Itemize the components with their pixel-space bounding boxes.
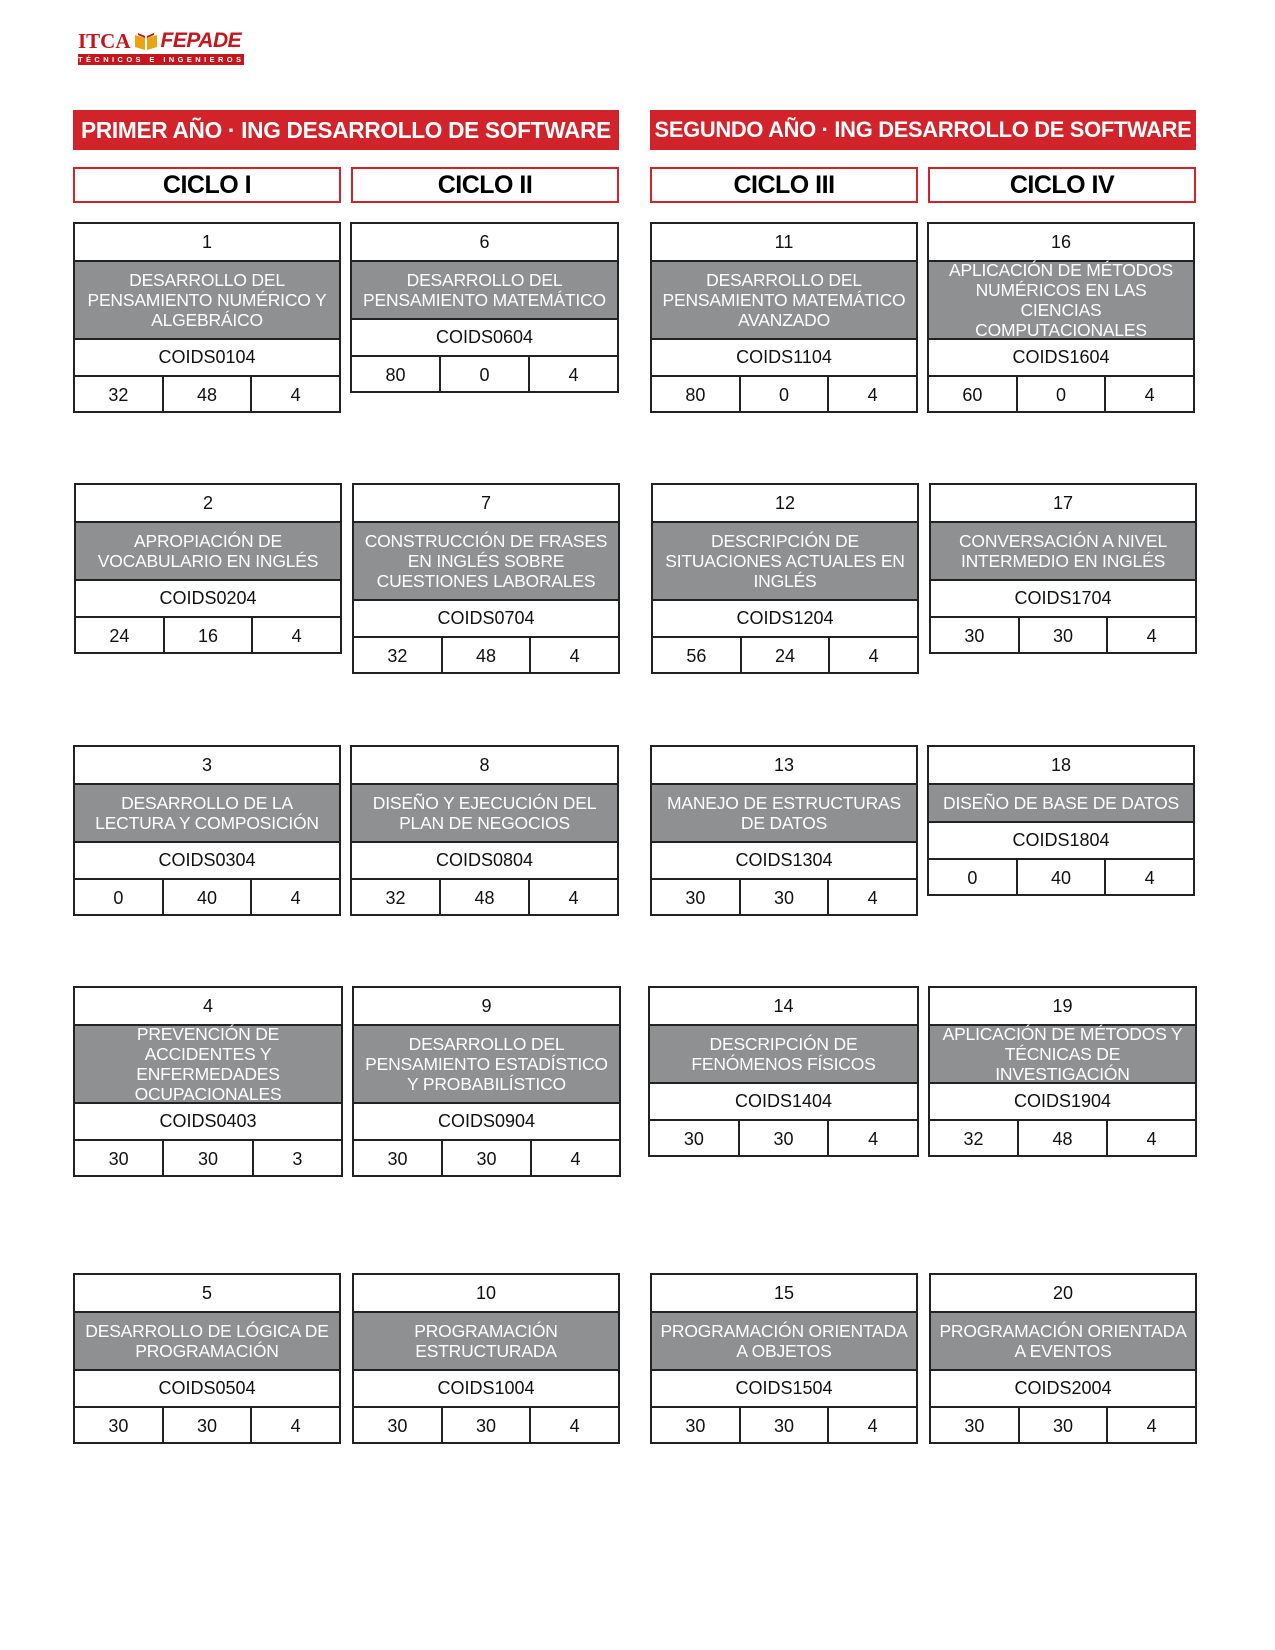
course-hours-value: 30 <box>931 1408 1020 1442</box>
course-hours-row <box>931 1408 1195 1442</box>
course-code: COIDS1604 <box>929 340 1193 377</box>
course-hours-value: 48 <box>164 377 253 411</box>
course-hours-value: 30 <box>1020 1408 1109 1442</box>
course-hours-row <box>76 618 340 652</box>
course-hours-value: 30 <box>443 1141 532 1175</box>
course-card <box>929 1273 1197 1444</box>
course-hours-row <box>929 860 1193 894</box>
course-title: APROPIACIÓN DE VOCABULARIO EN INGLÉS <box>76 523 340 581</box>
course-hours-value: 4 <box>290 888 301 908</box>
course-hours-value: 48 <box>441 880 530 914</box>
course-card <box>651 483 919 674</box>
course-hours-value: 0 <box>929 860 1018 894</box>
course-hours-row <box>75 377 339 411</box>
course-hours-row <box>929 377 1193 411</box>
course-title: DESARROLLO DE LÓGICA DE PROGRAMACIÓN <box>75 1313 339 1371</box>
course-title: DESARROLLO DEL PENSAMIENTO MATEMÁTICO AVANZADO <box>652 262 916 340</box>
course-code: COIDS0304 <box>75 843 339 880</box>
course-code: COIDS1504 <box>652 1371 916 1408</box>
course-hours-value: 0 <box>441 357 530 391</box>
course-hours-value: 4 <box>1146 1129 1157 1149</box>
course-number: 18 <box>929 747 1193 785</box>
course-hours-value: 0 <box>75 880 164 914</box>
course-code: COIDS0604 <box>352 320 617 357</box>
course-hours-value: 4 <box>868 1129 879 1149</box>
course-card <box>350 222 619 393</box>
course-number: 2 <box>76 485 340 523</box>
course-hours-row <box>931 618 1195 652</box>
course-code: COIDS0904 <box>354 1104 619 1141</box>
course-code: COIDS0104 <box>75 340 339 377</box>
course-hours-value: 24 <box>742 638 831 672</box>
course-hours-value: 4 <box>1146 626 1157 646</box>
course-code: COIDS0504 <box>75 1371 339 1408</box>
course-hours-value: 4 <box>867 385 878 405</box>
course-hours-row <box>652 377 916 411</box>
course-hours-value: 40 <box>164 880 253 914</box>
course-code: COIDS0704 <box>354 601 618 638</box>
course-code: COIDS0403 <box>75 1104 341 1141</box>
cycle-header-3: CICLO III <box>650 167 918 203</box>
logo-tagline: TÉCNICOS E INGENIEROS <box>78 55 244 64</box>
course-hours-value: 4 <box>291 626 302 646</box>
course-number: 13 <box>652 747 916 785</box>
course-hours-row <box>352 357 617 391</box>
course-title: DESCRIPCIÓN DE FENÓMENOS FÍSICOS <box>650 1026 917 1084</box>
course-card <box>650 222 918 413</box>
course-hours-value: 0 <box>741 377 830 411</box>
course-code: COIDS1804 <box>929 823 1193 860</box>
course-card <box>73 986 343 1177</box>
course-card <box>73 222 341 413</box>
course-hours-value: 16 <box>165 618 254 652</box>
course-title: DESARROLLO DEL PENSAMIENTO ESTADÍSTICO Y PROBABILÍSTICO <box>354 1026 619 1104</box>
course-code: COIDS0204 <box>76 581 340 618</box>
course-title: DISEÑO DE BASE DE DATOS <box>929 785 1193 823</box>
course-hours-row <box>652 1408 916 1442</box>
course-hours-row <box>653 638 917 672</box>
cycle-header-2: CICLO II <box>351 167 619 203</box>
course-number: 16 <box>929 224 1193 262</box>
course-code: COIDS1904 <box>930 1084 1195 1121</box>
institution-logo <box>78 30 248 66</box>
course-hours-value: 60 <box>929 377 1018 411</box>
course-hours-value: 30 <box>931 618 1020 652</box>
course-hours-value: 4 <box>569 646 580 666</box>
course-code: COIDS1404 <box>650 1084 917 1121</box>
course-hours-value: 30 <box>650 1121 740 1155</box>
course-number: 11 <box>652 224 916 262</box>
course-card <box>352 1273 620 1444</box>
course-hours-value: 4 <box>290 385 301 405</box>
course-title: APLICACIÓN DE MÉTODOS NUMÉRICOS EN LAS CIENCIAS COMPUTACIONALES <box>929 262 1193 340</box>
course-hours-value: 80 <box>352 357 441 391</box>
course-hours-value: 30 <box>740 1121 830 1155</box>
course-code: COIDS1004 <box>354 1371 618 1408</box>
course-number: 1 <box>75 224 339 262</box>
course-hours-value: 4 <box>868 646 879 666</box>
course-card <box>648 986 919 1157</box>
course-title: CONSTRUCCIÓN DE FRASES EN INGLÉS SOBRE CUESTIONES LABORALES <box>354 523 618 601</box>
course-hours-value: 30 <box>741 1408 830 1442</box>
course-title: MANEJO DE ESTRUCTURAS DE DATOS <box>652 785 916 843</box>
year-banner-first: PRIMER AÑO · ING DESARROLLO DE SOFTWARE <box>73 110 619 150</box>
course-card <box>927 222 1195 413</box>
cycle-header-4: CICLO IV <box>928 167 1196 203</box>
course-number: 3 <box>75 747 339 785</box>
course-hours-value: 30 <box>354 1408 443 1442</box>
course-hours-value: 48 <box>1019 1121 1108 1155</box>
course-hours-value: 32 <box>352 880 441 914</box>
course-number: 8 <box>352 747 617 785</box>
course-hours-value: 30 <box>1020 618 1109 652</box>
course-card <box>927 745 1195 896</box>
course-hours-row <box>75 880 339 914</box>
course-card <box>73 1273 341 1444</box>
course-hours-value: 30 <box>354 1141 443 1175</box>
course-hours-row <box>75 1141 341 1175</box>
course-code: COIDS1204 <box>653 601 917 638</box>
course-card <box>352 483 620 674</box>
course-number: 17 <box>931 485 1195 523</box>
course-number: 14 <box>650 988 917 1026</box>
course-hours-value: 30 <box>164 1408 253 1442</box>
course-hours-value: 4 <box>867 1416 878 1436</box>
course-hours-value: 32 <box>75 377 164 411</box>
course-hours-value: 40 <box>1018 860 1107 894</box>
course-hours-value: 4 <box>568 365 579 385</box>
course-hours-value: 4 <box>1144 385 1155 405</box>
course-code: COIDS1104 <box>652 340 916 377</box>
logo-itca-text: ITCA <box>78 28 131 53</box>
course-number: 20 <box>931 1275 1195 1313</box>
course-hours-row <box>354 638 618 672</box>
course-hours-value: 4 <box>1144 868 1155 888</box>
course-hours-value: 30 <box>75 1408 164 1442</box>
course-title: DISEÑO Y EJECUCIÓN DEL PLAN DE NEGOCIOS <box>352 785 617 843</box>
course-code: COIDS1304 <box>652 843 916 880</box>
course-title: PROGRAMACIÓN ORIENTADA A EVENTOS <box>931 1313 1195 1371</box>
course-title: PREVENCIÓN DE ACCIDENTES Y ENFERMEDADES OCUPACIONALES <box>75 1026 341 1104</box>
course-hours-value: 30 <box>164 1141 253 1175</box>
course-hours-value: 32 <box>930 1121 1019 1155</box>
course-title: CONVERSACIÓN A NIVEL INTERMEDIO EN INGLÉS <box>931 523 1195 581</box>
course-number: 19 <box>930 988 1195 1026</box>
course-code: COIDS1704 <box>931 581 1195 618</box>
course-hours-value: 0 <box>1018 377 1107 411</box>
course-number: 4 <box>75 988 341 1026</box>
course-hours-value: 4 <box>570 1149 581 1169</box>
course-title: PROGRAMACIÓN ESTRUCTURADA <box>354 1313 618 1371</box>
course-card <box>352 986 621 1177</box>
course-hours-value: 4 <box>867 888 878 908</box>
course-card <box>350 745 619 916</box>
course-hours-value: 32 <box>354 638 443 672</box>
logo-fepade-text: FEPADE <box>160 29 242 52</box>
open-book-icon <box>133 30 159 52</box>
course-title: DESARROLLO DEL PENSAMIENTO NUMÉRICO Y ALGEBRÁICO <box>75 262 339 340</box>
course-hours-value: 4 <box>1146 1416 1157 1436</box>
course-hours-value: 3 <box>292 1149 303 1169</box>
course-hours-value: 30 <box>75 1141 164 1175</box>
course-hours-row <box>352 880 617 914</box>
course-hours-row <box>354 1141 619 1175</box>
course-title: DESCRIPCIÓN DE SITUACIONES ACTUALES EN INGLÉS <box>653 523 917 601</box>
course-hours-value: 30 <box>652 880 741 914</box>
course-hours-value: 4 <box>568 888 579 908</box>
course-hours-row <box>650 1121 917 1155</box>
course-number: 5 <box>75 1275 339 1313</box>
course-hours-value: 4 <box>290 1416 301 1436</box>
course-hours-value: 30 <box>741 880 830 914</box>
course-card <box>74 483 342 654</box>
course-number: 7 <box>354 485 618 523</box>
course-code: COIDS0804 <box>352 843 617 880</box>
year-banner-second: SEGUNDO AÑO · ING DESARROLLO DE SOFTWARE <box>650 110 1196 150</box>
course-title: APLICACIÓN DE MÉTODOS Y TÉCNICAS DE INVESTIGACIÓN <box>930 1026 1195 1084</box>
course-hours-row <box>652 880 916 914</box>
course-hours-value: 48 <box>443 638 532 672</box>
course-hours-value: 30 <box>443 1408 532 1442</box>
course-title: PROGRAMACIÓN ORIENTADA A OBJETOS <box>652 1313 916 1371</box>
course-title: DESARROLLO DEL PENSAMIENTO MATEMÁTICO <box>352 262 617 320</box>
course-card <box>929 483 1197 654</box>
course-number: 15 <box>652 1275 916 1313</box>
course-code: COIDS2004 <box>931 1371 1195 1408</box>
course-hours-value: 80 <box>652 377 741 411</box>
course-card <box>73 745 341 916</box>
course-number: 10 <box>354 1275 618 1313</box>
cycle-header-1: CICLO I <box>73 167 341 203</box>
course-hours-value: 24 <box>76 618 165 652</box>
course-hours-row <box>930 1121 1195 1155</box>
course-hours-value: 4 <box>569 1416 580 1436</box>
course-hours-row <box>75 1408 339 1442</box>
course-number: 9 <box>354 988 619 1026</box>
course-number: 12 <box>653 485 917 523</box>
course-title: DESARROLLO DE LA LECTURA Y COMPOSICIÓN <box>75 785 339 843</box>
course-number: 6 <box>352 224 617 262</box>
course-hours-row <box>354 1408 618 1442</box>
course-hours-value: 56 <box>653 638 742 672</box>
course-card <box>928 986 1197 1157</box>
course-hours-value: 30 <box>652 1408 741 1442</box>
course-card <box>650 1273 918 1444</box>
course-card <box>650 745 918 916</box>
